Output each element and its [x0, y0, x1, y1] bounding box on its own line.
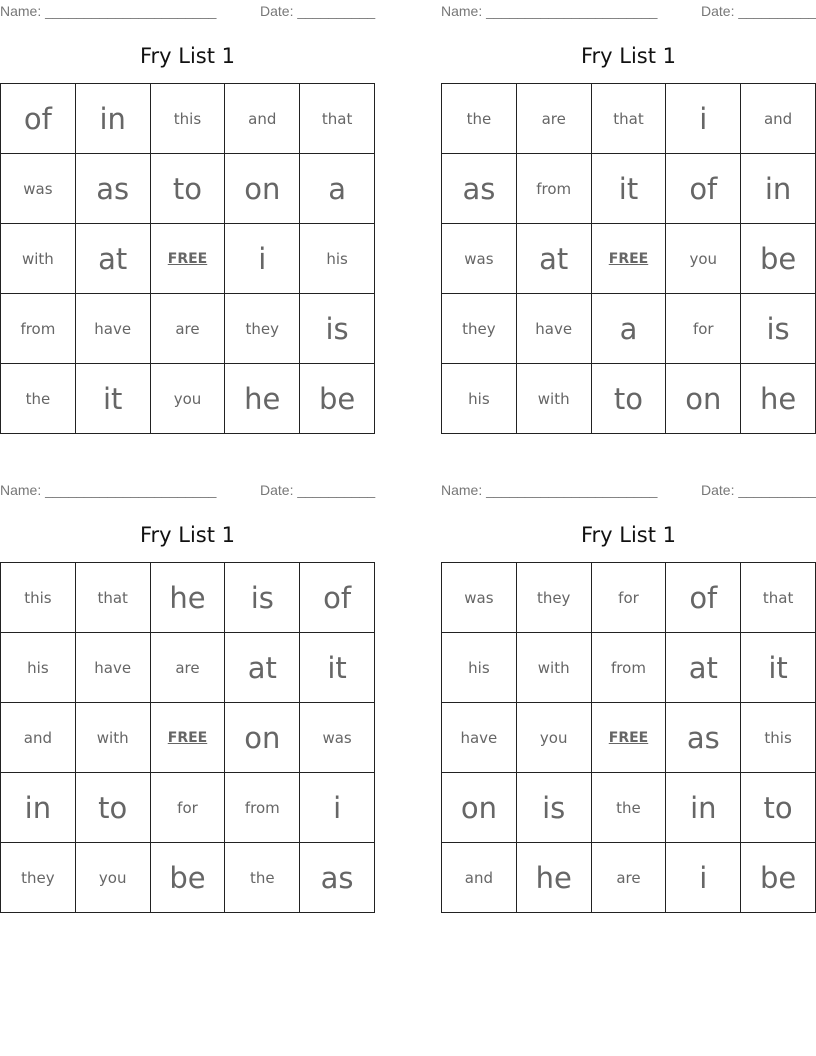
free-space-cell: FREE [592, 224, 667, 294]
bingo-cell: his [442, 364, 517, 434]
bingo-cell: of [1, 84, 76, 154]
bingo-grid [441, 83, 816, 434]
bingo-cell: he [741, 364, 816, 434]
bingo-cell: to [741, 773, 816, 843]
bingo-card-2 [441, 0, 816, 430]
bingo-cell: be [741, 224, 816, 294]
bingo-grid [0, 83, 375, 434]
bingo-cell: it [76, 364, 151, 434]
bingo-cell: of [666, 563, 741, 633]
bingo-cell: have [442, 703, 517, 773]
bingo-cell: in [666, 773, 741, 843]
card-header [441, 3, 816, 19]
bingo-cell: you [666, 224, 741, 294]
bingo-cell: on [442, 773, 517, 843]
bingo-grid [441, 562, 816, 913]
bingo-cell: from [1, 294, 76, 364]
bingo-cell: the [592, 773, 667, 843]
bingo-cell: is [225, 563, 300, 633]
card-header [441, 482, 816, 498]
bingo-card-1 [0, 0, 375, 430]
bingo-cell: is [517, 773, 592, 843]
bingo-cell: that [76, 563, 151, 633]
bingo-cell: as [76, 154, 151, 224]
date-field-label: Date: __________ [701, 3, 816, 19]
bingo-card-3 [0, 479, 375, 909]
card-title: Fry List 1 [580, 44, 677, 68]
bingo-cell: it [741, 633, 816, 703]
bingo-cell: of [666, 154, 741, 224]
bingo-cell: you [517, 703, 592, 773]
bingo-cell: on [666, 364, 741, 434]
bingo-cell: are [151, 294, 226, 364]
bingo-cell: be [151, 843, 226, 913]
card-title: Fry List 1 [580, 523, 677, 547]
bingo-cell: the [225, 843, 300, 913]
bingo-cell: his [300, 224, 375, 294]
bingo-cell: was [1, 154, 76, 224]
bingo-cell: with [517, 633, 592, 703]
bingo-cell: they [517, 563, 592, 633]
bingo-cell: at [76, 224, 151, 294]
bingo-cell: for [592, 563, 667, 633]
bingo-cell: it [300, 633, 375, 703]
bingo-cell: and [442, 843, 517, 913]
bingo-cell: from [225, 773, 300, 843]
bingo-cell: at [225, 633, 300, 703]
bingo-cell: i [666, 84, 741, 154]
name-field-label: Name: ______________________ [0, 482, 217, 498]
bingo-cell: at [666, 633, 741, 703]
bingo-cell: from [517, 154, 592, 224]
bingo-cell: with [517, 364, 592, 434]
bingo-cell: was [442, 224, 517, 294]
bingo-cell: was [300, 703, 375, 773]
bingo-cell: are [151, 633, 226, 703]
bingo-cell: on [225, 154, 300, 224]
bingo-cell: this [1, 563, 76, 633]
bingo-cell: he [225, 364, 300, 434]
card-header [0, 3, 375, 19]
bingo-cell: from [592, 633, 667, 703]
bingo-card-4 [441, 479, 816, 909]
free-space-cell: FREE [151, 703, 226, 773]
bingo-cell: with [76, 703, 151, 773]
bingo-cell: and [225, 84, 300, 154]
bingo-cell: and [1, 703, 76, 773]
bingo-cell: this [741, 703, 816, 773]
bingo-cell: to [592, 364, 667, 434]
bingo-cell: for [666, 294, 741, 364]
bingo-cell: for [151, 773, 226, 843]
bingo-cell: they [1, 843, 76, 913]
bingo-cell: that [741, 563, 816, 633]
bingo-cell: that [300, 84, 375, 154]
bingo-cell: is [741, 294, 816, 364]
bingo-cell: to [151, 154, 226, 224]
bingo-cell: that [592, 84, 667, 154]
card-title: Fry List 1 [139, 44, 236, 68]
bingo-cell: they [442, 294, 517, 364]
free-space-cell: FREE [151, 224, 226, 294]
name-field-label: Name: ______________________ [441, 482, 658, 498]
bingo-cell: a [300, 154, 375, 224]
bingo-cell: at [517, 224, 592, 294]
bingo-cell: in [76, 84, 151, 154]
bingo-cell: you [76, 843, 151, 913]
bingo-cell: be [741, 843, 816, 913]
bingo-cell: he [151, 563, 226, 633]
bingo-cell: this [151, 84, 226, 154]
name-field-label: Name: ______________________ [0, 3, 217, 19]
bingo-cell: you [151, 364, 226, 434]
bingo-cell: his [1, 633, 76, 703]
bingo-cell: as [300, 843, 375, 913]
bingo-cell: to [76, 773, 151, 843]
bingo-cell: i [225, 224, 300, 294]
bingo-cell: have [76, 294, 151, 364]
bingo-cell: a [592, 294, 667, 364]
bingo-cell: have [76, 633, 151, 703]
bingo-cell: is [300, 294, 375, 364]
free-space-cell: FREE [592, 703, 667, 773]
bingo-cell: i [300, 773, 375, 843]
bingo-cell: with [1, 224, 76, 294]
bingo-cell: as [666, 703, 741, 773]
name-field-label: Name: ______________________ [441, 3, 658, 19]
bingo-cell: they [225, 294, 300, 364]
bingo-cell: his [442, 633, 517, 703]
bingo-cell: of [300, 563, 375, 633]
bingo-cell: be [300, 364, 375, 434]
bingo-cell: as [442, 154, 517, 224]
bingo-cell: are [592, 843, 667, 913]
bingo-cell: the [1, 364, 76, 434]
bingo-cell: and [741, 84, 816, 154]
bingo-grid [0, 562, 375, 913]
card-header [0, 482, 375, 498]
bingo-cell: he [517, 843, 592, 913]
date-field-label: Date: __________ [260, 482, 376, 498]
bingo-cell: it [592, 154, 667, 224]
bingo-cell: in [741, 154, 816, 224]
bingo-cell: have [517, 294, 592, 364]
bingo-cell: was [442, 563, 517, 633]
bingo-cell: the [442, 84, 517, 154]
bingo-cell: in [1, 773, 76, 843]
bingo-cell: on [225, 703, 300, 773]
date-field-label: Date: __________ [260, 3, 376, 19]
date-field-label: Date: __________ [701, 482, 816, 498]
bingo-cell: are [517, 84, 592, 154]
bingo-cell: i [666, 843, 741, 913]
card-title: Fry List 1 [139, 523, 236, 547]
